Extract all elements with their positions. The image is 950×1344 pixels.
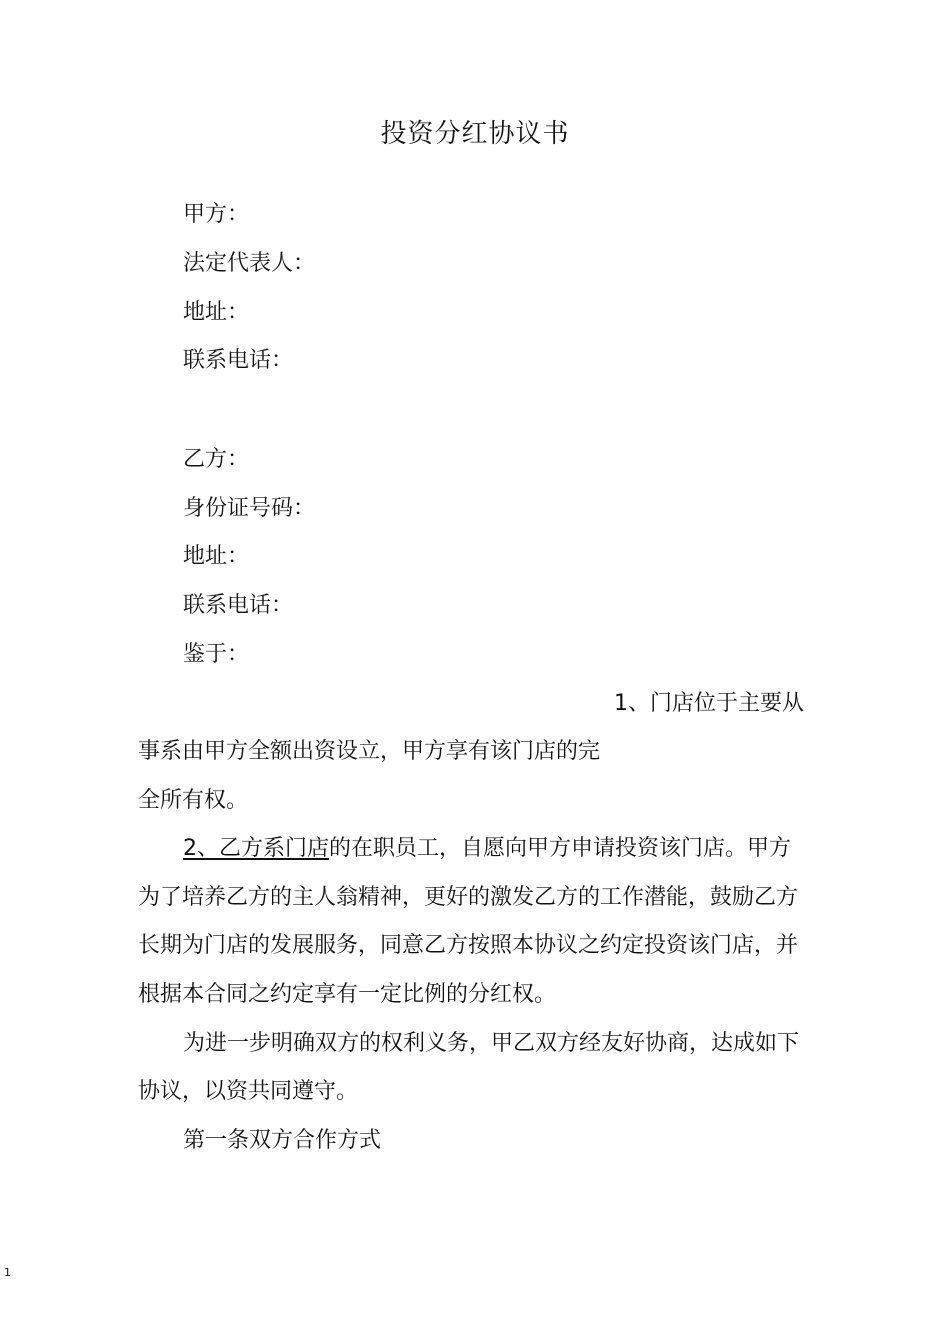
party-b-id-label: 身份证号码： [183,496,316,521]
whereas-label: 鉴于： [183,642,250,667]
article-1-title: 第一条双方合作方式 [183,1128,382,1153]
clause-1-line-3: 全所有权。 [138,788,249,813]
party-b-phone-label: 联系电话： [183,593,294,618]
clause-2-line-4: 根据本合同之约定享有一定比例的分红权。 [138,982,557,1007]
party-a-representative-label: 法定代表人： [183,251,316,276]
party-b-label: 乙方： [183,447,250,472]
clause-2-line-1-rest: 的在职员工，自愿向甲方申请投资该门店。甲方 [329,836,792,861]
party-a-address-label: 地址： [183,300,250,325]
clause-2-line-3: 长期为门店的发展服务，同意乙方按照本协议之约定投资该门店，并 [138,933,799,958]
document-title: 投资分红协议书 [380,119,570,149]
agreement-line-2: 协议，以资共同遵守。 [138,1079,359,1104]
clause-2-line-2: 为了培养乙方的主人翁精神，更好的激发乙方的工作潜能，鼓励乙方 [138,885,799,910]
clause-1-line-2: 事系由甲方全额出资设立，甲方享有该门店的完 [138,739,601,764]
clause-2-line-1 [183,834,791,864]
agreement-line-1: 为进一步明确双方的权利义务，甲乙双方经友好协商，达成如下 [183,1031,800,1056]
clause-2-underlined-text: 2、乙方系门店 [183,836,329,861]
party-a-label: 甲方： [183,202,250,227]
party-b-address-label: 地址： [183,544,250,569]
page-number: 1 [4,1266,11,1279]
party-a-phone-label: 联系电话： [183,348,294,373]
clause-1-line-1: 1、门店位于主要从 [614,691,804,716]
